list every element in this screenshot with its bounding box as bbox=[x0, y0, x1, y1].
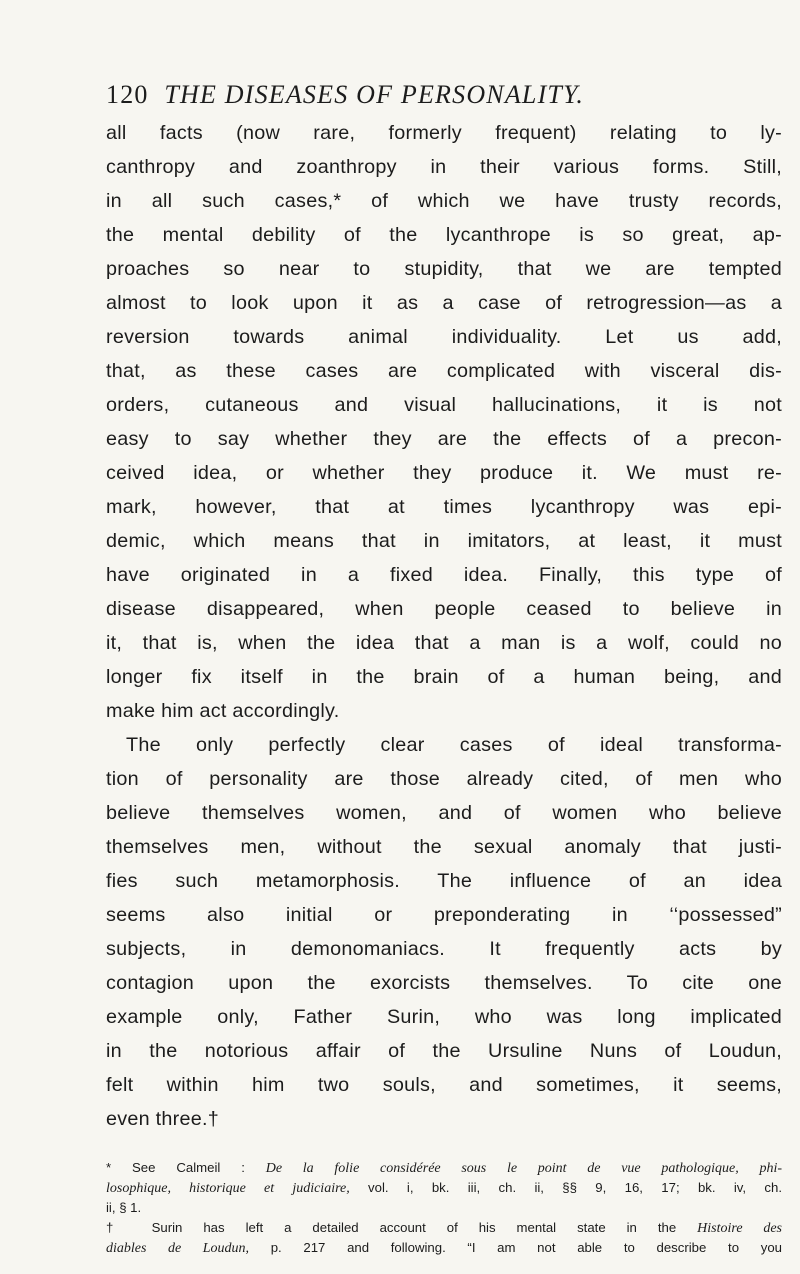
text-line: seems also initial or preponderating in ‘‘possessed” bbox=[106, 904, 782, 926]
text-line: subjects, in demonomaniacs. It frequently acts by bbox=[106, 938, 782, 960]
text-line: demic, which means that in imitators, at least, it must bbox=[106, 530, 782, 552]
footnote-book-title: Histoire des bbox=[697, 1221, 782, 1236]
footnote-book-title: De la folie considérée sous le point de vue pathologique, phi- bbox=[265, 1161, 782, 1176]
text-line: the mental debility of the lycanthrope is so great, ap- bbox=[106, 224, 782, 246]
text-line: example only, Father Surin, who was long implicated bbox=[106, 1006, 782, 1028]
footnote-1-line-3: ii, § 1. bbox=[106, 1200, 142, 1215]
footnote-book-title: diables de Loudun, bbox=[106, 1241, 249, 1256]
text-line: all facts (now rare, formerly frequent) relating to ly- bbox=[106, 122, 782, 144]
text-line: felt within him two souls, and sometimes, it seems, bbox=[106, 1074, 782, 1096]
text-line: easy to say whether they are the effects of a precon- bbox=[106, 428, 782, 450]
footnote-text: p. 217 and following. “I am not able to describe to you bbox=[249, 1240, 782, 1255]
text-line: have originated in a fixed idea. Finally, this type of bbox=[106, 564, 782, 586]
text-line: it, that is, when the idea that a man is a wolf, could no bbox=[106, 632, 782, 654]
text-line: contagion upon the exorcists themselves. To cite one bbox=[106, 972, 782, 994]
footnote-1-line-1 bbox=[106, 1158, 782, 1179]
text-line: disease disappeared, when people ceased to believe in bbox=[106, 598, 782, 620]
text-line: that, as these cases are complicated with visceral dis- bbox=[106, 360, 782, 382]
footnote-2-line-1 bbox=[106, 1218, 782, 1239]
text-line: proaches so near to stupidity, that we are tempted bbox=[106, 258, 782, 280]
text-line: ceived idea, or whether they produce it. We must re- bbox=[106, 462, 782, 484]
text-line: make him act accordingly. bbox=[106, 700, 340, 722]
text-line: orders, cutaneous and visual hallucinations, it is not bbox=[106, 394, 782, 416]
text-line: reversion towards animal individuality. Let us add, bbox=[106, 326, 782, 348]
footnote-text: vol. i, bk. iii, ch. ii, §§ 9, 16, 17; bk. iv, ch. bbox=[349, 1180, 782, 1195]
text-line: tion of personality are those already cited, of men who bbox=[106, 768, 782, 790]
running-title: THE DISEASES OF PERSONALITY. bbox=[164, 80, 585, 109]
text-line: themselves men, without the sexual anomaly that justi- bbox=[106, 836, 782, 858]
text-line: almost to look upon it as a case of retrogression—as a bbox=[106, 292, 782, 314]
text-line: in all such cases,* of which we have trusty records, bbox=[106, 190, 782, 212]
text-line: mark, however, that at times lycanthropy was epi- bbox=[106, 496, 782, 518]
text-line: longer fix itself in the brain of a human being, and bbox=[106, 666, 782, 688]
text-line: even three.† bbox=[106, 1108, 219, 1130]
text-line: canthropy and zoanthropy in their various forms. Still, bbox=[106, 156, 782, 178]
footnote-book-title: losophique, historique et judiciaire, bbox=[106, 1181, 350, 1196]
text-line: in the notorious affair of the Ursuline Nuns of Loudun, bbox=[106, 1040, 782, 1062]
footnote-1-line-2 bbox=[106, 1178, 782, 1199]
text-line: fies such metamorphosis. The influence of an idea bbox=[106, 870, 782, 892]
page-number: 120 bbox=[106, 80, 149, 109]
text-line: believe themselves women, and of women who believe bbox=[106, 802, 782, 824]
footnote-2-line-2 bbox=[106, 1238, 782, 1259]
running-header bbox=[106, 78, 746, 112]
body-text bbox=[106, 116, 782, 1136]
text-line: The only perfectly clear cases of ideal transforma- bbox=[126, 734, 782, 756]
footnote-text: * See Calmeil : bbox=[106, 1160, 266, 1175]
footnote-text: † Surin has left a detailed account of his mental state in the bbox=[106, 1220, 698, 1235]
